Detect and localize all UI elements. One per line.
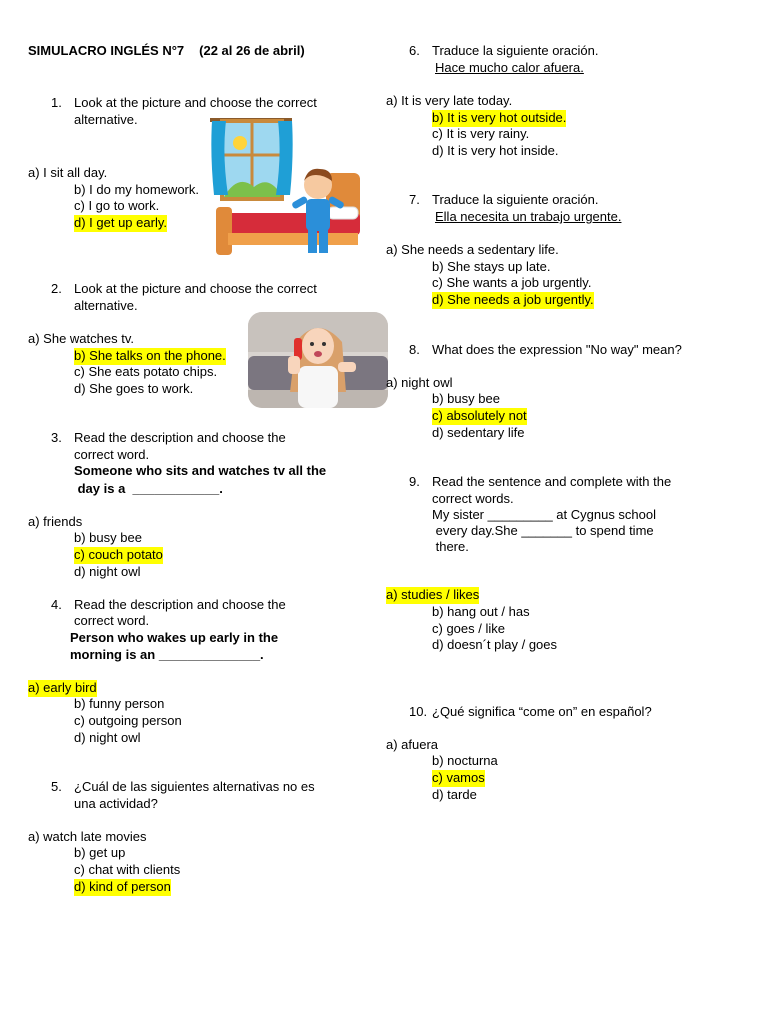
q4-option-d: d) night owl <box>74 730 141 745</box>
q2-prompt-1: Look at the picture and choose the correct <box>74 281 317 296</box>
q6-option-b-answer: b) It is very hot outside. <box>432 110 567 125</box>
q6-option-d: d) It is very hot inside. <box>432 143 559 158</box>
q9-prompt-2: correct words. <box>432 491 514 506</box>
q7-option-c: c) She wants a job urgently. <box>432 275 592 290</box>
q5-number: 5. <box>51 779 62 794</box>
q7-option-d-answer: d) She needs a job urgently. <box>432 292 594 307</box>
q3-description-2: day is a ____________. <box>74 481 223 496</box>
q4-prompt-2: correct word. <box>74 613 150 628</box>
q3-prompt-1: Read the description and choose the <box>74 430 286 445</box>
q10-option-b: b) nocturna <box>432 753 498 768</box>
q7-prompt: Traduce la siguiente oración. <box>432 192 599 207</box>
q4-prompt-1: Read the description and choose the <box>74 597 286 612</box>
q6-prompt: Traduce la siguiente oración. <box>432 43 599 58</box>
q1-prompt-1: Look at the picture and choose the correct <box>74 95 317 110</box>
q4-option-a-answer: a) early bird <box>28 680 97 695</box>
boy-waking-up-picture <box>208 115 364 260</box>
q2-number: 2. <box>51 281 62 296</box>
q4-description-1: Person who wakes up early in the <box>70 630 279 645</box>
q5-option-b: b) get up <box>74 845 126 860</box>
q8-prompt: What does the expression "No way" mean? <box>432 342 682 357</box>
q7-sentence: Ella necesita un trabajo urgente. <box>435 209 622 224</box>
q1-option-b: b) I do my homework. <box>74 182 199 197</box>
page-title: SIMULACRO INGLÉS N°7 (22 al 26 de abril) <box>28 43 305 58</box>
q5-prompt-1: ¿Cuál de las siguientes alternativas no es <box>74 779 315 794</box>
q4-number: 4. <box>51 597 62 612</box>
q1-number: 1. <box>51 95 62 110</box>
q6-number: 6. <box>409 43 420 58</box>
q6-option-c: c) It is very rainy. <box>432 126 530 141</box>
q7-option-a: a) She needs a sedentary life. <box>386 242 559 257</box>
q9-sentence-1: My sister _________ at Cygnus school <box>432 507 657 522</box>
q10-option-a: a) afuera <box>386 737 439 752</box>
q4-option-b: b) funny person <box>74 696 165 711</box>
q3-prompt-2: correct word. <box>74 447 150 462</box>
q2-option-d: d) She goes to work. <box>74 381 194 396</box>
q6-option-a: a) It is very late today. <box>386 93 513 108</box>
q2-option-b-answer: b) She talks on the phone. <box>74 348 226 363</box>
q3-description-1: Someone who sits and watches tv all the <box>74 463 327 478</box>
q10-option-c-answer: c) vamos <box>432 770 485 785</box>
q7-number: 7. <box>409 192 420 207</box>
q3-option-d: d) night owl <box>74 564 141 579</box>
q8-option-b: b) busy bee <box>432 391 500 406</box>
q9-sentence-2: every day.She _______ to spend time <box>432 523 654 538</box>
q8-option-a: a) night owl <box>386 375 453 390</box>
q5-option-c: c) chat with clients <box>74 862 181 877</box>
q9-option-b: b) hang out / has <box>432 604 530 619</box>
q2-prompt-2: alternative. <box>74 298 138 313</box>
q9-option-d: d) doesn´t play / goes <box>432 637 558 652</box>
q1-option-c: c) I go to work. <box>74 198 160 213</box>
q5-option-a: a) watch late movies <box>28 829 147 844</box>
q3-number: 3. <box>51 430 62 445</box>
q8-option-d: d) sedentary life <box>432 425 525 440</box>
q9-sentence-3: there. <box>432 539 469 554</box>
q3-option-a: a) friends <box>28 514 83 529</box>
q9-prompt-1: Read the sentence and complete with the <box>432 474 672 489</box>
q2-option-a: a) She watches tv. <box>28 331 134 346</box>
girl-on-phone-picture <box>248 312 388 408</box>
sun-icon <box>233 136 247 150</box>
q3-option-b: b) busy bee <box>74 530 142 545</box>
q10-option-d: d) tarde <box>432 787 477 802</box>
q9-number: 9. <box>409 474 420 489</box>
q9-option-a-answer: a) studies / likes <box>386 587 480 602</box>
q6-sentence: Hace mucho calor afuera. <box>435 60 584 75</box>
q1-prompt-2: alternative. <box>74 112 138 127</box>
q2-option-c: c) She eats potato chips. <box>74 364 218 379</box>
q5-option-d-answer: d) kind of person <box>74 879 171 894</box>
q1-option-d-answer: d) I get up early. <box>74 215 167 230</box>
q10-number: 10. <box>409 704 428 719</box>
q8-number: 8. <box>409 342 420 357</box>
q3-option-c-answer: c) couch potato <box>74 547 163 562</box>
q10-prompt: ¿Qué significa “come on” en español? <box>432 704 652 719</box>
q8-option-c-answer: c) absolutely not <box>432 408 527 423</box>
q7-option-b: b) She stays up late. <box>432 259 551 274</box>
q5-prompt-2: una actividad? <box>74 796 158 811</box>
q4-option-c: c) outgoing person <box>74 713 182 728</box>
q1-option-a: a) I sit all day. <box>28 165 108 180</box>
q9-option-c: c) goes / like <box>432 621 505 636</box>
q4-description-2: morning is an ______________. <box>70 647 264 662</box>
